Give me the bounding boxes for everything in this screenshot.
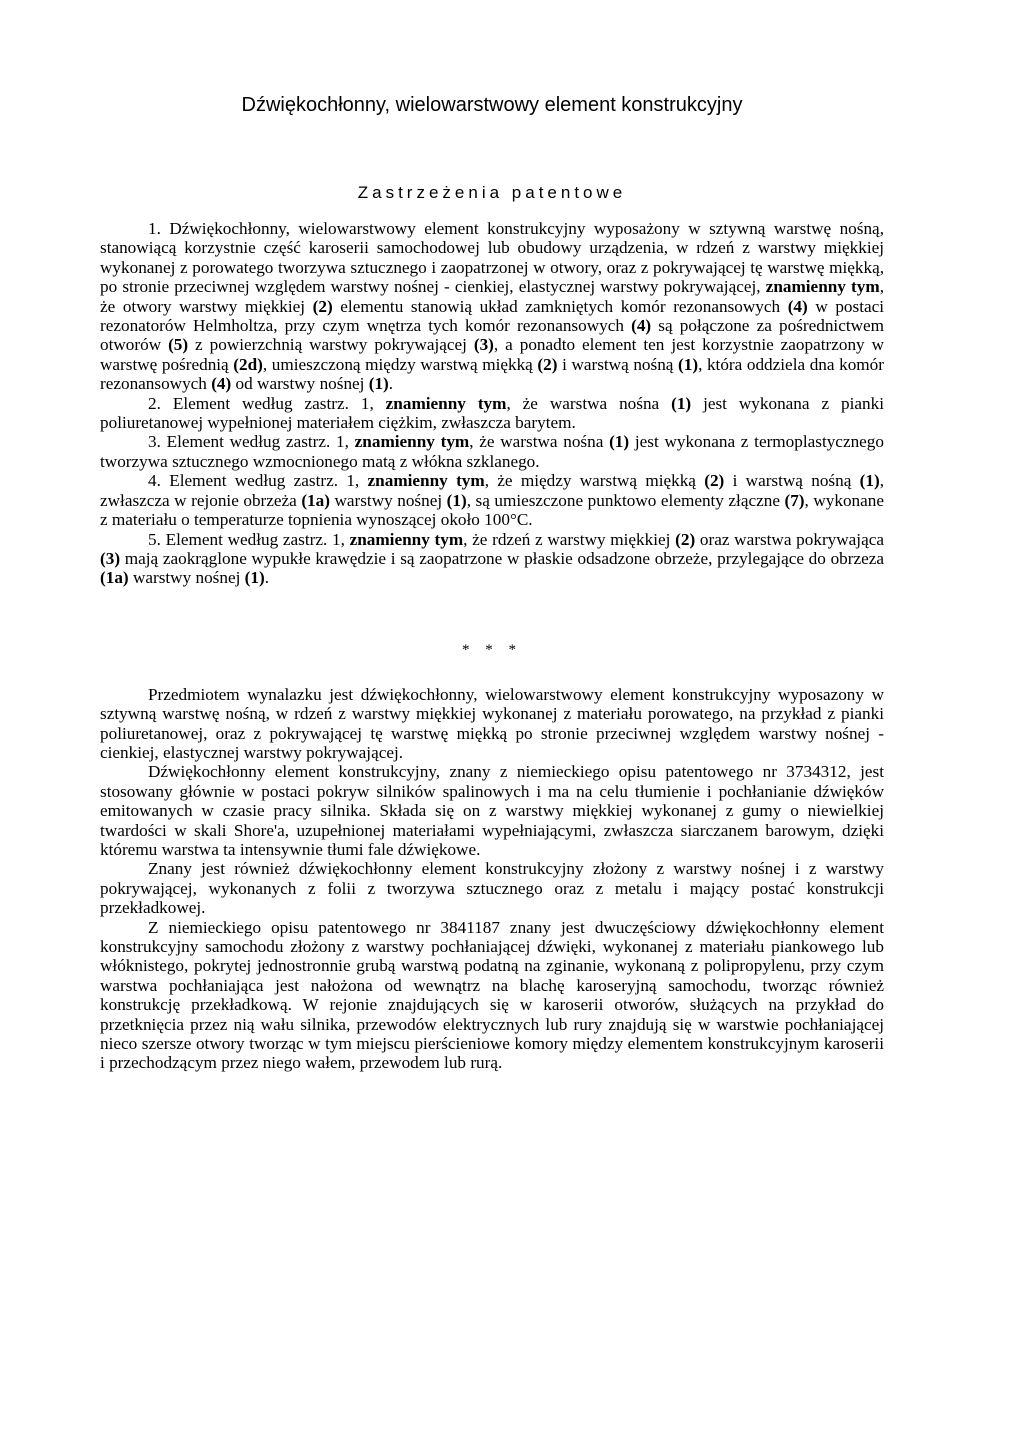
description-paragraph-2: Dźwiękochłonny element konstrukcyjny, znany z niemieckiego opisu patentowego nr 3734312, jest stosowany głównie w postaci pokryw silników spalinowych i ma na celu tłumienie i pochłanianie dźwięków emitowanych w czasie pracy silnika. Składa się on z warstwy miękkiej wykonanej z gumy o niewielkiej twardości w skali Shore'a, uzupełnionej materiałami wypełniającymi, zwłaszcza siarczanem barowym, dzięki któremu warstwa ta intensywnie tłumi fale dźwiękowe. — [100, 762, 884, 859]
claim-5: 5. Element według zastrz. 1, znamienny tym, że rdzeń z warstwy miękkiej (2) oraz warstwa pokrywająca (3) mają zaokrąglone wypukłe krawędzie i są zaopatrzone w płaskie odsadzone obrzeże, przylegające do obrzeza (1a) warstwy nośnej (1). — [100, 529, 884, 588]
section-separator: * * * — [462, 641, 522, 658]
claim-2: 2. Element według zastrz. 1, znamienny tym, że warstwa nośna (1) jest wykonana z pianki poliuretanowej wypełnionej materiałem ciężkim, zwłaszcza barytem. — [100, 393, 884, 433]
claims-heading: Zastrzeżenia patentowe — [357, 183, 627, 202]
claim-1: 1. Dźwiękochłonny, wielowarstwowy element konstrukcyjny wyposażony w sztywną warstwę nośną, stanowiącą korzystnie część karoserii samochodowej lub obudowy urządzenia, w rdzeń z warstwy miękkiej wykonanej z porowatego tworzywa sztucznego i zaopatrzonej w otwory, oraz z pokrywającej tę warstwę miękką, po stronie przeciwnej względem warstwy nośnej - cienkiej, elastycznej warstwy pokrywającej, znamienny tym, że otwory warstwy miękkiej (2) elementu stanowią układ zamkniętych komór rezonansowych (4) w postaci rezonatorów Helmholtza, przy czym wnętrza tych komór rezonansowych (4) są połączone za pośrednictwem otworów (5) z powierzchnią warstwy pokrywającej (3), a ponadto element ten jest korzystnie zaopatrzony w warstwę pośrednią (2d), umieszczoną między warstwą miękką (2) i warstwą nośną (1), która oddziela dna komór rezonansowych (4) od warstwy nośnej (1). — [100, 219, 885, 394]
document-title: Dźwiękochłonny, wielowarstwowy element konstrukcyjny — [241, 94, 743, 116]
claim-3: 3. Element według zastrz. 1, znamienny tym, że warstwa nośna (1) jest wykonana z termoplastycznego tworzywa sztucznego wzmocnionego matą z włókna szklanego. — [100, 432, 884, 471]
description-paragraph-4: Z niemieckiego opisu patentowego nr 3841187 znany jest dwuczęściowy dźwiękochłonny element konstrukcyjny samochodu złożony z warstwy pochłaniającej dźwięki, wykonanej z materiału piankowego lub włóknistego, pokrytej jednostronnie grubą warstwą podatną na zginanie, wykonaną z polipropylenu, przy czym warstwa pochłaniająca jest nałożona od wewnątrz na blachę karoseryjną samochodu, tworząc również konstrukcję przekładkową. W rejonie znajdujących się w karoserii otworów, służących na przykład do przetknięcia przez nią wału silnika, przewodów elektrycznych lub rury znajdują się w warstwie pochłaniającej nieco szersze otwory tworząc w tym miejscu pierścieniowe komory między elementem konstrukcyjnym karoserii i przechodzącym przez niego wałem, przewodem lub rurą. — [100, 917, 884, 1073]
description-section — [100, 685, 884, 1073]
claim-4: 4. Element według zastrz. 1, znamienny tym, że między warstwą miękką (2) i warstwą nośną (1), zwłaszcza w rejonie obrzeża (1a) warstwy nośnej (1), są umieszczone punktowo elementy złączne (7), wykonane z materiału o temperaturze topnienia wynoszącej około 100°C. — [100, 471, 884, 530]
description-paragraph-1: Przedmiotem wynalazku jest dźwiękochłonny, wielowarstwowy element konstrukcyjny wyposazony w sztywną warstwę nośną, w rdzeń z warstwy miękkiej wykonanej z materiału porowatego, na przykład z pianki poliuretanowej, oraz z pokrywającej tę warstwę miękką po stronie przeciwnej względem warstwy nośnej - cienkiej, elastycznej warstwy pokrywającej. — [100, 684, 884, 762]
document-page — [100, 94, 884, 1073]
claims-section — [100, 219, 884, 588]
description-paragraph-3: Znany jest również dźwiękochłonny element konstrukcyjny złożony z warstwy nośnej i z warstwy pokrywającej, wykonanych z folii z tworzywa sztucznego oraz z metalu i mający postać konstrukcji przekładkowej. — [100, 859, 884, 918]
